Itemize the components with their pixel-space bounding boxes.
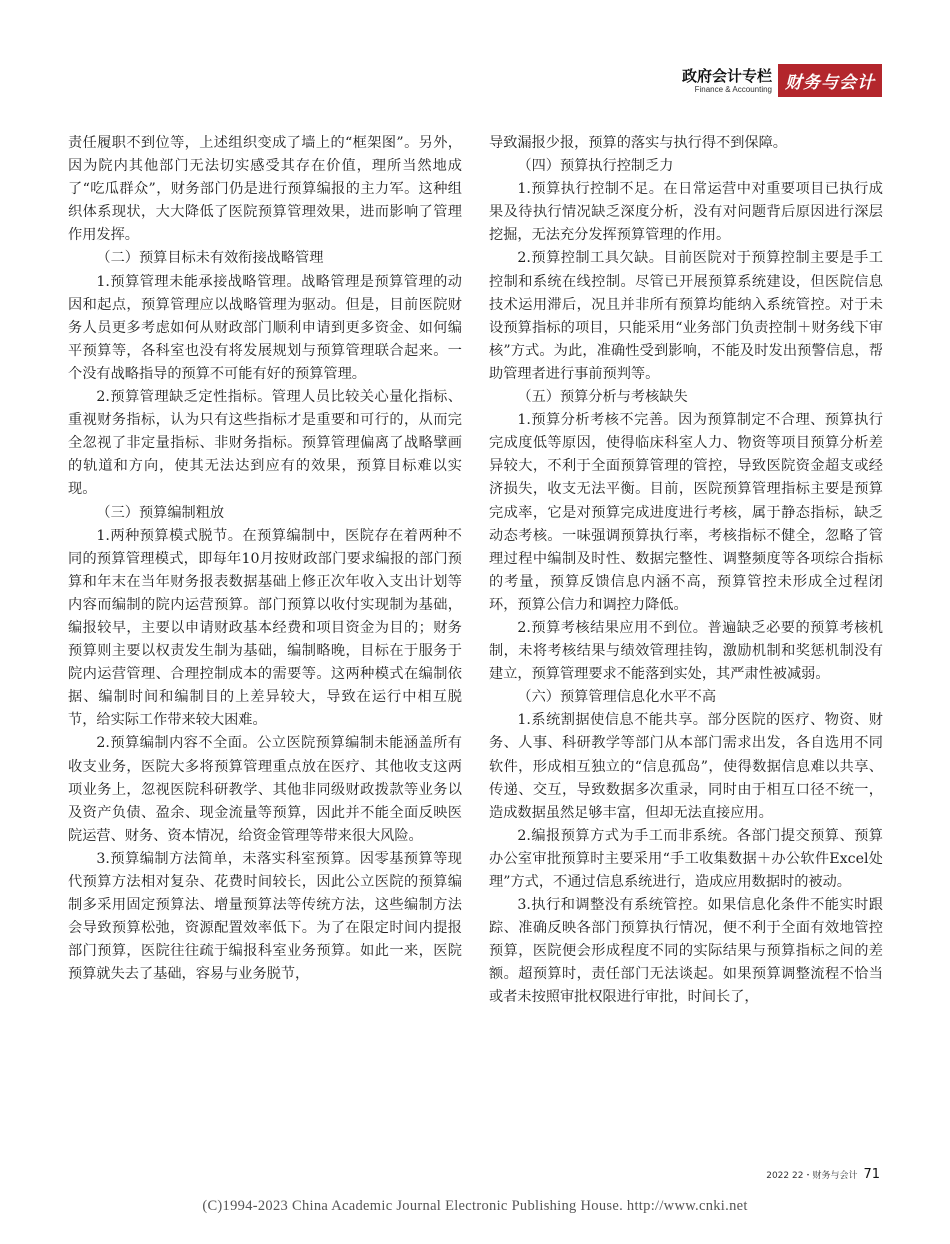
journal-logo: 财务与会计 (778, 64, 882, 97)
right-column (489, 132, 883, 1010)
copyright-notice: (C)1994-2023 China Academic Journal Electronic Publishing House. http://www.cnki.net (202, 1198, 748, 1214)
column-title: 政府会计专栏 (681, 66, 772, 85)
page-number: 71 (863, 1167, 880, 1182)
body-paragraph: 1.预算分析考核不完善。因为预算制定不合理、预算执行完成度低等原因，使得临床科室人力、物资等项目预算分析差异较大，不利于全面预算管理的管控，导致医院资金超支或经济损失，收支无法平衡。目前，医院预算管理指标主要是预算完成率，它是对预算完成进度进行考核，属于静态指标，缺乏动态考核。一味强调预算执行率，考核指标不健全，忽略了管理过程中编制及时性、数据完整性、调整频度等各项综合指标的考量，预算反馈信息内涵不高，预算管控未形成全过程闭环，预算公信力和调控力降低。 (489, 412, 883, 613)
body-paragraph: 1.两种预算模式脱节。在预算编制中，医院存在着两种不同的预算管理模式，即每年10月按财政部门要求编报的部门预算和年末在当年财务报表数据基础上修正次年收入支出计划等内容而编制的院内运营预算。部门预算以收付实现制为基础，编报较早，主要以申请财政基本经费和项目资金为目的；财务预算则主要以权责发生制为基础，编制略晚，目标在于服务于院内运营管理、合理控制成本的需要等。这两种模式在编制依据、编制时间和编制目的上差异较大，导致在运行中相互脱节，给实际工作带来较大困难。 (68, 527, 462, 729)
left-column (68, 132, 462, 986)
body-paragraph: 1.系统割据使信息不能共享。部分医院的医疗、物资、财务、人事、科研教学等部门从本部门需求出发，各自选用不同软件，形成相互独立的“信息孤岛”，使得数据信息难以共享、传递、交互，导致数据多次重录，同时由于相互口径不统一，造成数据虽然足够丰富，但却无法直接应用。 (489, 712, 883, 821)
body-paragraph: 3.预算编制方法简单，未落实科室预算。因零基预算等现代预算方法相对复杂、花费时间较长，因此公立医院的预算编制多采用固定预算法、增量预算法等传统方法，这些编制方法会导致预算松弛，资源配置效率低下。为了在限定时间内提报部门预算，医院往往疏于编报科室业务预算。如此一来，医院预算就失去了基础，容易与业务脱节， (68, 850, 462, 983)
section-heading: （六）预算管理信息化水平不高 (517, 689, 717, 706)
section-heading: （二）预算目标未有效衔接战略管理 (96, 250, 324, 267)
body-paragraph: 责任履职不到位等，上述组织变成了墙上的“框架图”。另外，因为院内其他部门无法切实感受其存在价值，理所当然地成了“吃瓜群众”，财务部门仍是进行预算编报的主力军。这种组织体系现状，大大降低了医院预算管理效果，进而影响了管理作用发挥。 (68, 135, 462, 244)
body-paragraph: 3.执行和调整没有系统管控。如果信息化条件不能实时跟踪、准确反映各部门预算执行情况，便不利于全面有效地管控预算，医院便会形成程度不同的实际结果与预算指标之间的差额。超预算时，责任部门无法谈起。如果预算调整流程不恰当或者未按照审批权限进行审批，时间长了， (489, 897, 883, 1006)
section-heading: （四）预算执行控制乏力 (517, 158, 674, 175)
issue-info: 2022 22・财务与会计 (766, 1171, 858, 1181)
section-heading: （五）预算分析与考核缺失 (517, 389, 688, 406)
body-paragraph: 2.预算管理缺乏定性指标。管理人员比较关心量化指标、重视财务指标，认为只有这些指标才是重要和可行的，从而完全忽视了非定量指标、非财务指标。预算管理偏离了战略擘画的轨道和方向，使其无法达到应有的效果，预算目标难以实现。 (68, 389, 462, 498)
body-paragraph: 2.预算编制内容不全面。公立医院预算编制未能涵盖所有收支业务，医院大多将预算管理重点放在医疗、其他收支这两项业务上，忽视医院科研教学、其他非同级财政拨款等业务以及资产负债、盈余、现金流量等预算，因此并不能全面反映医院运营、财务、资本情况，给资金管理等带来很大风险。 (68, 735, 462, 844)
column-subtitle: Finance & Accounting (694, 84, 772, 94)
header-text (682, 67, 772, 95)
section-heading: （三）预算编制粗放 (96, 504, 225, 521)
body-paragraph: 导致漏报少报，预算的落实与执行得不到保障。 (489, 135, 787, 151)
body-paragraph: 2.预算考核结果应用不到位。普遍缺乏必要的预算考核机制，未将考核结果与绩效管理挂钩，激励机制和奖惩机制没有建立，预算管理要求不能落到实处，其严肃性被减弱。 (489, 619, 883, 683)
body-paragraph: 1.预算管理未能承接战略管理。战略管理是预算管理的动因和起点，预算管理应以战略管理为驱动。但是，目前医院财务人员更多考虑如何从财政部门顺利申请到更多资金、如何编平预算等，各科室也没有将发展规划与预算管理联合起来。一个没有战略指导的预算不可能有好的预算管理。 (68, 273, 462, 382)
body-paragraph: 2.预算控制工具欠缺。目前医院对于预算控制主要是手工控制和系统在线控制。尽管已开展预算系统建设，但医院信息技术运用滞后，况且并非所有预算均能纳入系统管控。对于未设预算指标的项目，只能采用“业务部门负责控制＋财务线下审核”方式。为此，准确性受到影响，不能及时发出预警信息，帮助管理者进行事前预判等。 (489, 250, 883, 382)
body-paragraph: 1.预算执行控制不足。在日常运营中对重要项目已执行成果及待执行情况缺乏深度分析，没有对问题背后原因进行深层挖掘，无法充分发挥预算管理的作用。 (489, 181, 883, 244)
body-paragraph: 2.编报预算方式为手工而非系统。各部门提交预算、预算办公室审批预算时主要采用“手工收集数据＋办公软件Excel处理”方式，不通过信息系统进行，造成应用数据时的被动。 (489, 827, 883, 890)
page-header (682, 64, 882, 97)
page-footer (766, 1167, 880, 1182)
